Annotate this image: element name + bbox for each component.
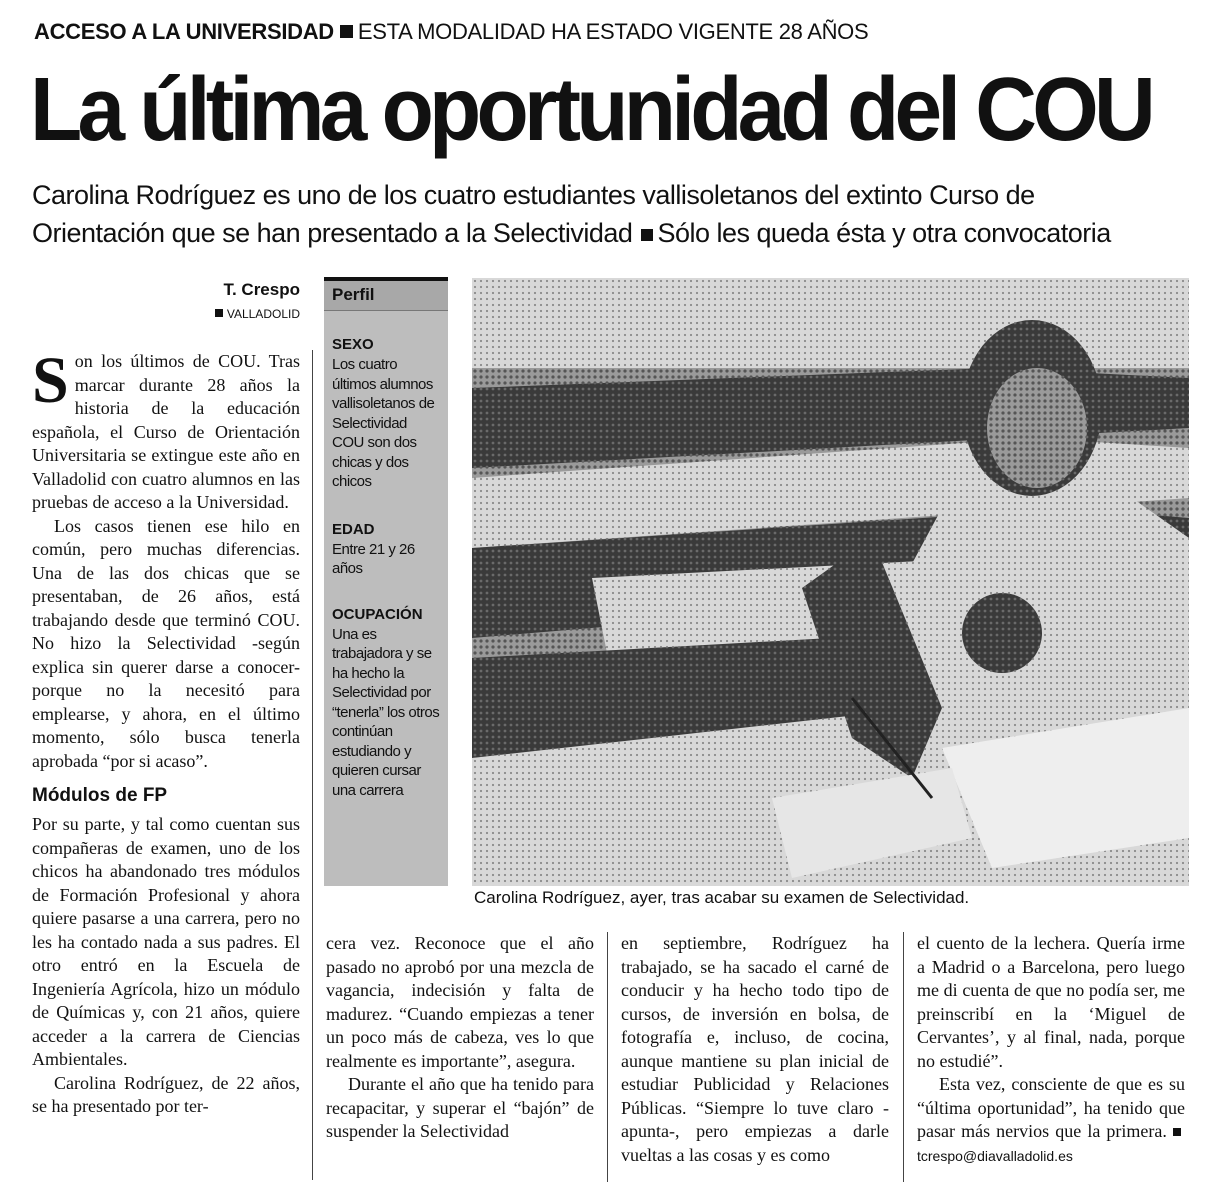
article-column-2 xyxy=(326,932,594,1182)
article-column-1 xyxy=(32,344,300,1180)
article-column-4 xyxy=(917,932,1185,1182)
column-2-paragraph-2: Durante el año que ha tenido para recapacitar, y superar el “bajón” de suspender la Selectividad xyxy=(326,1074,594,1141)
kicker xyxy=(34,16,1184,48)
profile-section-ocupacion xyxy=(324,605,448,801)
profile-section-edad xyxy=(324,520,448,579)
square-bullet-icon xyxy=(215,309,223,317)
subhead-line-2-text: Orientación que se han presentado a la Selectividad xyxy=(32,218,633,248)
subhead-line-3: Sólo les queda ésta y otra convocatoria xyxy=(657,218,1111,248)
square-bullet-icon xyxy=(641,229,653,241)
paragraph-3: Por su parte, y tal como cuentan sus compañeras de examen, uno de los chicos ha abandonado tres módulos de Formación Profesional y ahora quiere pasarse a una carrera, pero no les ha contado nada a sus padres. El otro entró en la Escuela de Ingeniería Agrícola, hizo un módulo de Químicas y, con 21 años, quiere acceder a la carrera de Ciencias Ambientales. xyxy=(32,814,300,1069)
square-bullet-icon xyxy=(340,25,353,38)
profile-text-edad: Entre 21 y 26 años xyxy=(332,540,415,577)
column-4-paragraph-2 xyxy=(917,1073,1185,1168)
subhead xyxy=(32,176,1192,256)
paragraph-intro xyxy=(32,344,300,515)
profile-title: Perfil xyxy=(324,281,448,311)
column-4-paragraph-1: el cuento de la lechera. Quería irme a Madrid o a Barcelona, pero luego me di cuenta de que no podía ser, me preinscribí en la ‘Miguel de Cervantes’, y al final, nada, porque no estudié”. xyxy=(917,933,1185,1071)
byline-author: T. Crespo xyxy=(223,280,300,299)
paragraph-4: Carolina Rodríguez, de 22 años, se ha presentado por ter- xyxy=(32,1072,300,1116)
kicker-section: ACCESO A LA UNIVERSIDAD xyxy=(34,19,334,44)
drop-cap: S xyxy=(32,344,69,417)
profile-label-edad: EDAD xyxy=(332,520,375,538)
kicker-note: ESTA MODALIDAD HA ESTADO VIGENTE 28 AÑOS xyxy=(357,19,869,44)
subhead-line-2 xyxy=(32,214,1192,252)
author-email[interactable]: tcrespo@diavalladolid.es xyxy=(917,1147,1073,1164)
paragraph-2: Los casos tienen ese hilo en común, pero muchas diferencias. Una de las dos chicas que se presentaban, de 26 años, está trabajando desde que terminó COU. No hizo la Selectividad -según explica sin querer darse a conocer- porque no la necesitó para emplearse, y ahora, en el último momento, sólo busca tenerla aprobada “por si acaso”. xyxy=(32,515,300,771)
column-rule xyxy=(903,932,904,1182)
section-subtitle: Módulos de FP xyxy=(32,785,168,806)
photo-illustration xyxy=(472,278,1189,886)
profile-label-sexo: SEXO xyxy=(332,336,374,353)
profile-section-sexo xyxy=(324,335,448,492)
column-rule xyxy=(607,932,608,1182)
square-bullet-icon xyxy=(1173,1128,1181,1136)
article-photo xyxy=(472,278,1189,886)
paragraph-1-text: on los últimos de COU. Tras marcar durante 28 años la historia de la educación española, el Curso de Orientación Universitaria se extingue este año en Valladolid con cuatro alumnos en las pruebas de acceso a la Universidad. xyxy=(32,351,300,512)
column-rule xyxy=(312,350,313,1180)
profile-box xyxy=(324,277,448,886)
profile-text-ocupacion: Una es trabajadora y se ha hecho la Selectividad por “tenerla” los otros continúan estudiando y quieren cursar una carrera xyxy=(332,625,440,799)
profile-text-sexo: Los cuatro últimos alumnos vallisoletanos de Selectividad COU son dos chicas y dos chicos xyxy=(332,356,435,490)
photo-caption: Carolina Rodríguez, ayer, tras acabar su examen de Selectividad. xyxy=(474,888,970,907)
subhead-line-1: Carolina Rodríguez es uno de los cuatro estudiantes vallisoletanos del extinto Curso de xyxy=(32,180,1035,210)
headline: La última oportunidad del COU xyxy=(30,60,1151,160)
byline-place-wrap xyxy=(150,306,300,322)
byline-place: VALLADOLID xyxy=(226,307,300,321)
profile-label-ocupacion: OCUPACIÓN xyxy=(332,605,423,623)
column-3-paragraph-1: en septiembre, Rodríguez ha trabajado, se ha sacado el carné de conducir y ha hecho todo tipo de cursos, de inversión en bolsa, de fotografía e, incluso, de cocina, aunque mantiene su plan inicial de estudiar Publicidad y Relaciones Públicas. “Siempre lo tuve claro -apunta-, pero empiezas a darle vueltas a las cosas y es como xyxy=(621,933,889,1165)
article-column-3 xyxy=(621,932,889,1182)
column-4-paragraph-2-text: Esta vez, consciente de que es su “última oportunidad”, ha tenido que pasar más nervios que la primera. xyxy=(917,1074,1185,1141)
column-2-paragraph-1: cera vez. Reconoce que el año pasado no aprobó por una mezcla de vagancia, indecisión y falta de madurez. “Cuando empiezas a tener un poco más de cabeza, ves lo que realmente es importante”, asegura. xyxy=(326,933,594,1071)
